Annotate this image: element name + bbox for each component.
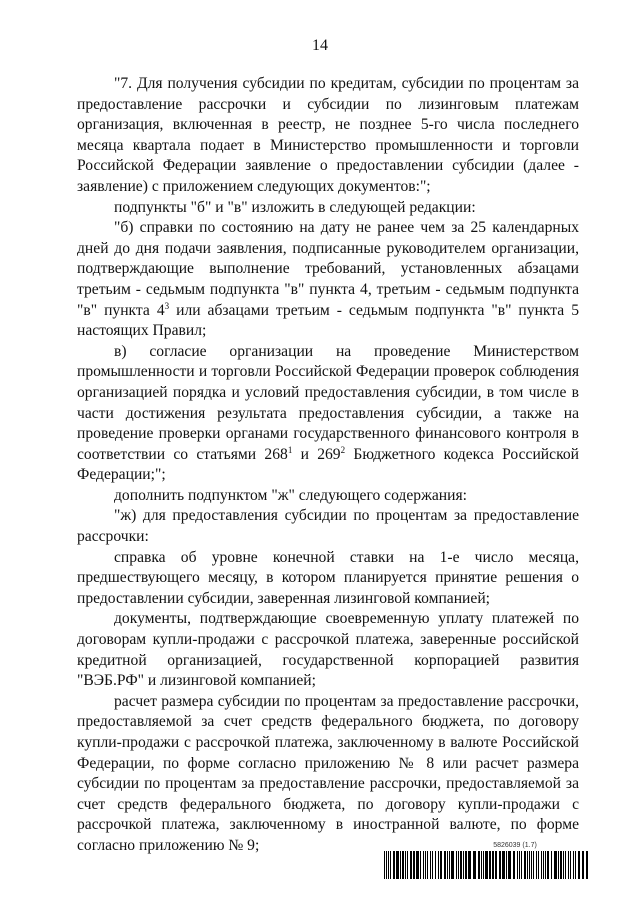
body-text	[77, 74, 579, 857]
document-code: 5826039 (1.7)	[493, 842, 537, 849]
barcode-icon	[384, 851, 590, 879]
paragraph-amend-subitems: подпункты "б" и "в" изложить в следующей редакции:	[114, 198, 476, 216]
superscript: 2	[340, 444, 346, 455]
paragraph-subsidy-calculation: расчет размера субсидии по процентам за предоставление рассрочки, предоставляемой за счет средств федерального бюджета, по договору купли-продажи с рассрочкой платежа, заключенному в валюте Российской Федерации, по форме согласно приложению № 8 или расчет размера субсидии по процентам за предоставление рассрочки, предоставляемой за счет средств федерального бюджета, по договору купли-продажи с рассрочкой платежа, заключенному в иностранной валюте, по форме согласно приложению № 9;	[77, 692, 579, 854]
paragraph-rate-certificate: справка об уровне конечной ставки на 1-е число месяца, предшествующего месяцу, в котором планируется принятие решения о предоставлении субсидии, заверенная лизинговой компанией;	[77, 548, 579, 607]
text-fragment: и 269	[292, 445, 341, 463]
page-number: 14	[312, 37, 328, 54]
paragraph-subitem-b	[77, 218, 579, 342]
text-fragment: или абзацами третьим - седьмым подпункта "в" пункта 5 настоящих Правил;	[77, 301, 579, 340]
text-fragment: Бюджетного кодекса Российской Федерации;";	[77, 445, 579, 484]
text-fragment: в) согласие организации на проведение Министерством промышленности и торговли Российской Федерации проверок соблюдения организацией порядка и условий предоставления субсидии, в том числе в части достижения результата предоставления субсидии, а также на проведение проверки органами государственного финансового контроля в соответствии со статьями 268	[77, 342, 579, 463]
paragraph-add-subitem-zh: дополнить подпунктом "ж" следующего содержания:	[114, 486, 467, 504]
paragraph-subitem-v	[77, 342, 579, 486]
paragraph-payment-documents: документы, подтверждающие своевременную уплату платежей по договорам купли-продажи с рассрочкой платежа, заверенные российской кредитной организацией, государственной корпорацией развития "ВЭБ.РФ" и лизинговой компанией;	[77, 610, 579, 690]
paragraph-item-7: "7. Для получения субсидии по кредитам, субсидии по процентам за предоставление рассрочки и субсидии по лизинговым платежам организация, включенная в реестр, не позднее 5-го числа последнего месяца квартала подает в Министерство промышленности и торговли Российской Федерации заявление о предоставлении субсидии (далее - заявление) с приложением следующих документов:";	[77, 75, 579, 195]
paragraph-subitem-zh: "ж) для предоставления субсидии по процентам за предоставление рассрочки:	[77, 507, 579, 546]
superscript: 3	[164, 300, 170, 311]
superscript: 1	[287, 444, 293, 455]
text-fragment: "б) справки по состоянию на дату не ранее чем за 25 календарных дней до дня подачи заявления, подписанные руководителем организации, подтверждающие выполнение требований, установленных абзацами третьим - седьмым подпункта "в" пункта 4, третьим - седьмым подпункта "в" пункта 4	[77, 219, 579, 319]
